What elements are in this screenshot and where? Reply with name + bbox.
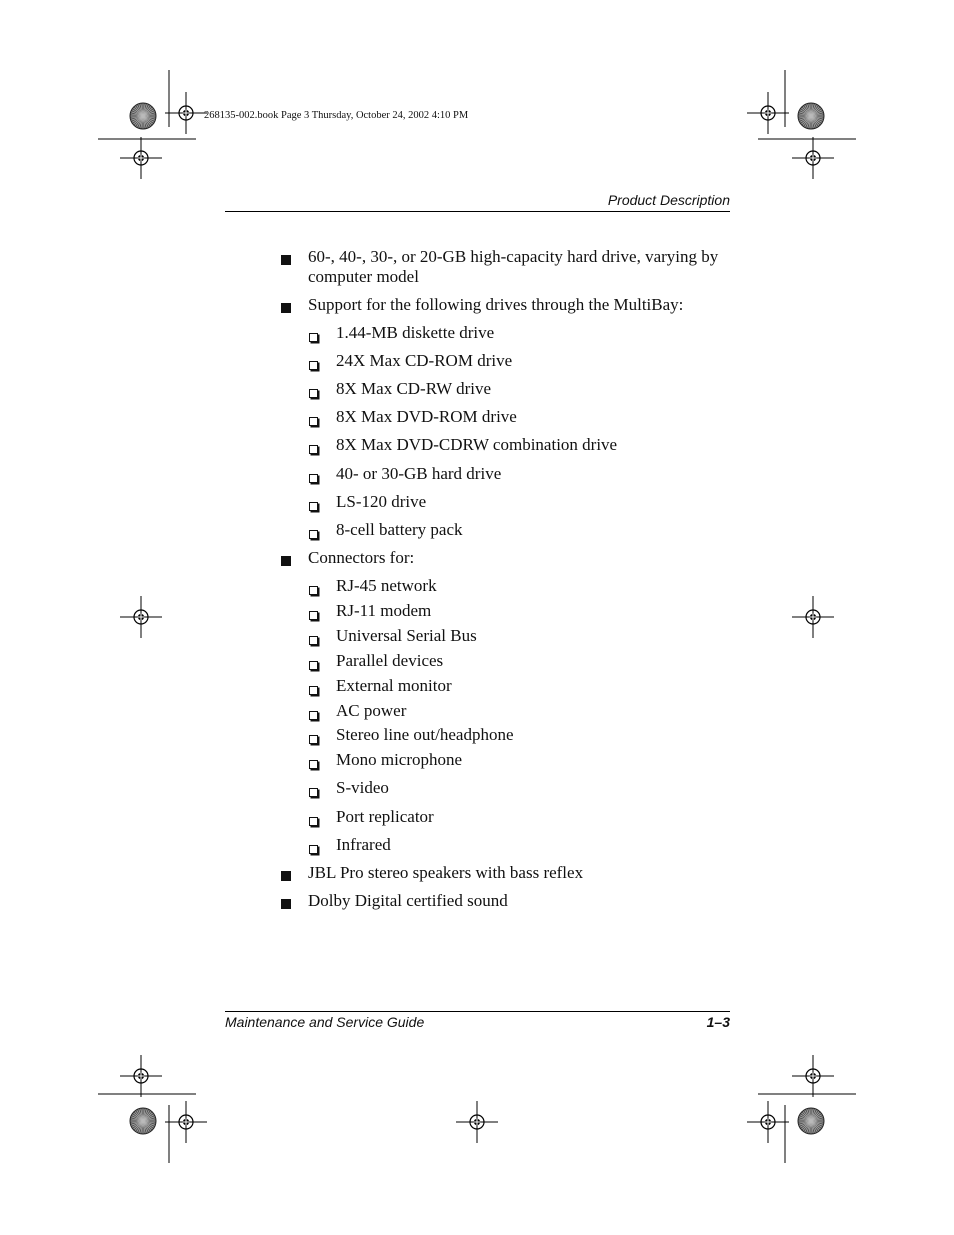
checkbox-bullet-icon: [309, 731, 318, 749]
header-rule: [225, 211, 730, 212]
page-number: 1–3: [706, 1014, 730, 1030]
checkbox-bullet-icon: [309, 756, 318, 774]
square-bullet-icon: [281, 896, 291, 914]
checkbox-bullet-icon: [309, 385, 318, 403]
square-bullet-icon: [281, 252, 291, 270]
list-item-text: Dolby Digital certified sound: [308, 891, 508, 910]
checkbox-bullet-icon: [309, 841, 318, 859]
list-item-text: 40- or 30-GB hard drive: [336, 464, 502, 483]
list-item-text: Connectors for:: [308, 548, 415, 567]
list-item-text: LS-120 drive: [336, 492, 427, 511]
square-bullet-icon: [281, 553, 291, 571]
list-item-text: AC power: [336, 701, 407, 720]
checkbox-bullet-icon: [309, 784, 318, 802]
checkbox-bullet-icon: [309, 607, 318, 625]
square-bullet-icon: [281, 300, 291, 318]
checkbox-bullet-icon: [309, 707, 318, 725]
list-item-text: External monitor: [336, 676, 452, 695]
list-item-text: Support for the following drives through the MultiBay:: [308, 295, 684, 314]
checkbox-bullet-icon: [309, 682, 318, 700]
print-slug-line: 268135-002.book Page 3 Thursday, October 24, 2002 4:10 PM: [204, 110, 469, 121]
list-item-text: Port replicator: [336, 807, 434, 826]
footer-rule: [225, 1011, 730, 1012]
list-item-text: JBL Pro stereo speakers with bass reflex: [308, 863, 584, 882]
list-item-text: Parallel devices: [336, 651, 444, 670]
list-item-text: Stereo line out/headphone: [336, 725, 514, 744]
checkbox-bullet-icon: [309, 329, 318, 347]
list-item-text: S-video: [336, 778, 389, 797]
checkbox-bullet-icon: [309, 526, 318, 544]
checkbox-bullet-icon: [309, 498, 318, 516]
checkbox-bullet-icon: [309, 813, 318, 831]
list-item-text: 60-, 40-, 30-, or 20-GB high-capacity hard drive, varying by: [308, 247, 719, 266]
checkbox-bullet-icon: [309, 357, 318, 375]
checkbox-bullet-icon: [309, 441, 318, 459]
checkbox-bullet-icon: [309, 632, 318, 650]
checkbox-bullet-icon: [309, 413, 318, 431]
list-item-text: computer model: [308, 267, 419, 286]
list-item-text: 1.44-MB diskette drive: [336, 323, 495, 342]
list-item-text: 8-cell battery pack: [336, 520, 463, 539]
list-item-text: 8X Max CD-RW drive: [336, 379, 492, 398]
list-item-text: 8X Max DVD-CDRW combination drive: [336, 435, 618, 454]
footer-guide-title: Maintenance and Service Guide: [225, 1014, 425, 1030]
checkbox-bullet-icon: [309, 470, 318, 488]
list-item-text: RJ-45 network: [336, 576, 437, 595]
checkbox-bullet-icon: [309, 657, 318, 675]
list-item-text: 24X Max CD-ROM drive: [336, 351, 513, 370]
running-header: Product Description: [607, 192, 730, 208]
checkbox-bullet-icon: [309, 582, 318, 600]
square-bullet-icon: [281, 868, 291, 886]
list-item-text: 8X Max DVD-ROM drive: [336, 407, 517, 426]
list-item-text: Mono microphone: [336, 750, 463, 769]
list-item-text: RJ-11 modem: [336, 601, 432, 620]
list-item-text: Universal Serial Bus: [336, 626, 477, 645]
list-item-text: Infrared: [336, 835, 391, 854]
